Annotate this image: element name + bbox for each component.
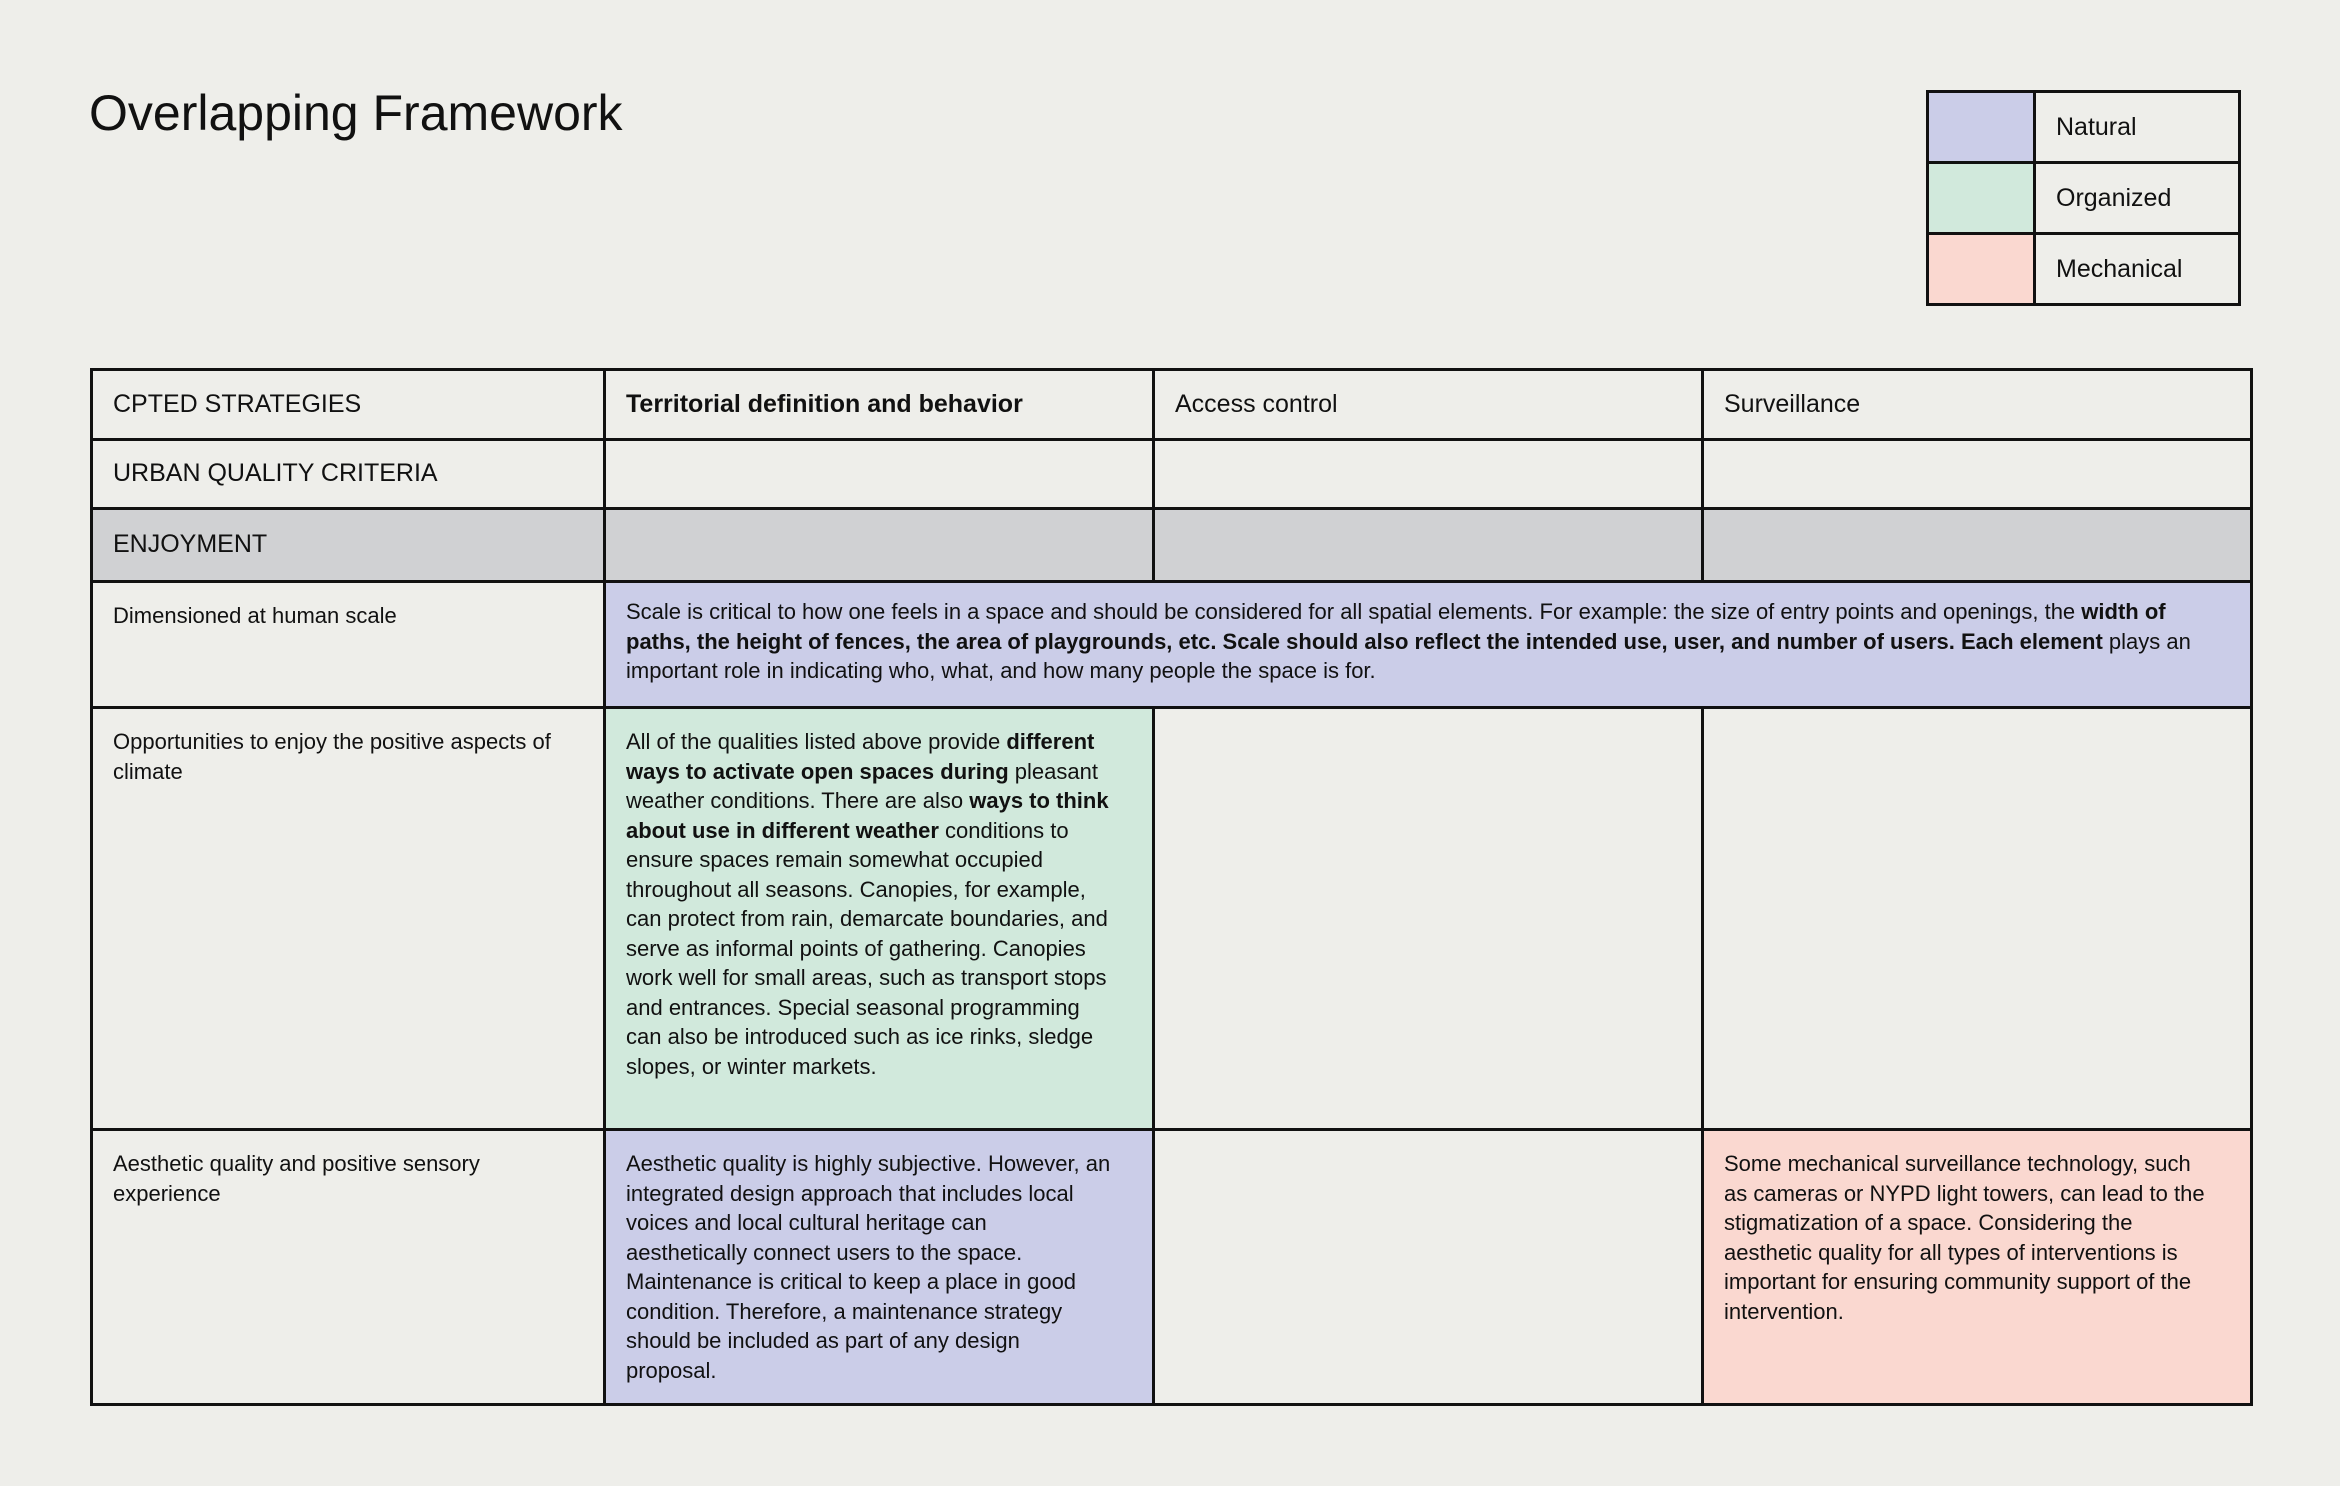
cell-climate-territorial bbox=[605, 708, 1154, 1130]
merged-cell-human-scale bbox=[605, 582, 2252, 708]
legend-label-mechanical: Mechanical bbox=[2035, 234, 2240, 305]
strategies-label: CPTED STRATEGIES bbox=[92, 370, 605, 440]
column-header-territorial: Territorial definition and behavior bbox=[605, 370, 1154, 440]
legend-swatch-organized bbox=[1928, 163, 2035, 234]
cell-text: Scale is critical to how one feels in a space and should be considered for all spatial elements. For example: the size of entry points and openings, the bbox=[626, 599, 2082, 624]
cell-text-emphasis: different ways to activate open spaces during bbox=[626, 729, 1095, 784]
criteria-label: URBAN QUALITY CRITERIA bbox=[92, 440, 605, 509]
column-header-access: Access control bbox=[1154, 370, 1703, 440]
cell-text: conditions to ensure spaces remain somewhat occupied throughout all seasons. Canopies, for example, can protect from rain, demarcate boundaries, and serve as informal points of gathering. Canopies work well for small areas, such as transport stops and entrances. Special seasonal programming can also be introduced such as ice rinks, sledge slopes, or winter markets. bbox=[626, 817, 1108, 1079]
section-row-enjoyment bbox=[92, 509, 2252, 582]
table-row bbox=[92, 708, 2252, 1130]
table-row bbox=[92, 582, 2252, 708]
column-header-surveillance: Surveillance bbox=[1703, 370, 2252, 440]
framework-table bbox=[90, 368, 2253, 1406]
legend-label-organized: Organized bbox=[2035, 163, 2240, 234]
criteria-cell-access bbox=[1154, 440, 1703, 509]
section-cell-access bbox=[1154, 509, 1703, 582]
criteria-cell-territorial bbox=[605, 440, 1154, 509]
cell-text: All of the qualities listed above provide bbox=[626, 729, 1007, 754]
table-row bbox=[92, 1130, 2252, 1405]
cell-climate-surveillance bbox=[1703, 708, 2252, 1130]
criterion-human-scale: Dimensioned at human scale bbox=[92, 582, 605, 708]
section-cell-surveillance bbox=[1703, 509, 2252, 582]
cell-aesthetic-territorial: Aesthetic quality is highly subjective. However, an integrated design approach that includes local voices and local cultural heritage can aesthetically connect users to the space. Maintenance is critical to keep a place in good condition. Therefore, a maintenance strategy should be included as part of any design proposal. bbox=[605, 1130, 1154, 1405]
section-cell-territorial bbox=[605, 509, 1154, 582]
criteria-row bbox=[92, 440, 2252, 509]
legend bbox=[1926, 90, 2241, 306]
cell-text-emphasis: width of paths, the height of fences, the area of playgrounds, etc. Scale should also reflect the intended use, user, and number of users. Each element bbox=[626, 599, 2166, 654]
legend-swatch-mechanical bbox=[1928, 234, 2035, 305]
cell-text: plays an important role in indicating who, what, and how many people the space is for. bbox=[626, 628, 2191, 683]
legend-item-natural bbox=[1928, 92, 2240, 163]
cell-aesthetic-surveillance: Some mechanical surveillance technology, such as cameras or NYPD light towers, can lead to the stigmatization of a space. Considering the aesthetic quality for all types of interventions is important for ensuring community support of the intervention. bbox=[1703, 1130, 2252, 1405]
cell-climate-access bbox=[1154, 708, 1703, 1130]
criterion-climate: Opportunities to enjoy the positive aspects of climate bbox=[92, 708, 605, 1130]
cell-aesthetic-access bbox=[1154, 1130, 1703, 1405]
legend-label-natural: Natural bbox=[2035, 92, 2240, 163]
cell-text-emphasis: ways to think about use in different weather bbox=[626, 788, 1109, 843]
legend-swatch-natural bbox=[1928, 92, 2035, 163]
cell-text: pleasant weather conditions. There are also bbox=[626, 758, 1098, 813]
criteria-cell-surveillance bbox=[1703, 440, 2252, 509]
strategies-row bbox=[92, 370, 2252, 440]
section-label: ENJOYMENT bbox=[92, 509, 605, 582]
criterion-aesthetic: Aesthetic quality and positive sensory experience bbox=[92, 1130, 605, 1405]
page-title: Overlapping Framework bbox=[89, 85, 623, 141]
legend-item-mechanical bbox=[1928, 234, 2240, 305]
legend-item-organized bbox=[1928, 163, 2240, 234]
